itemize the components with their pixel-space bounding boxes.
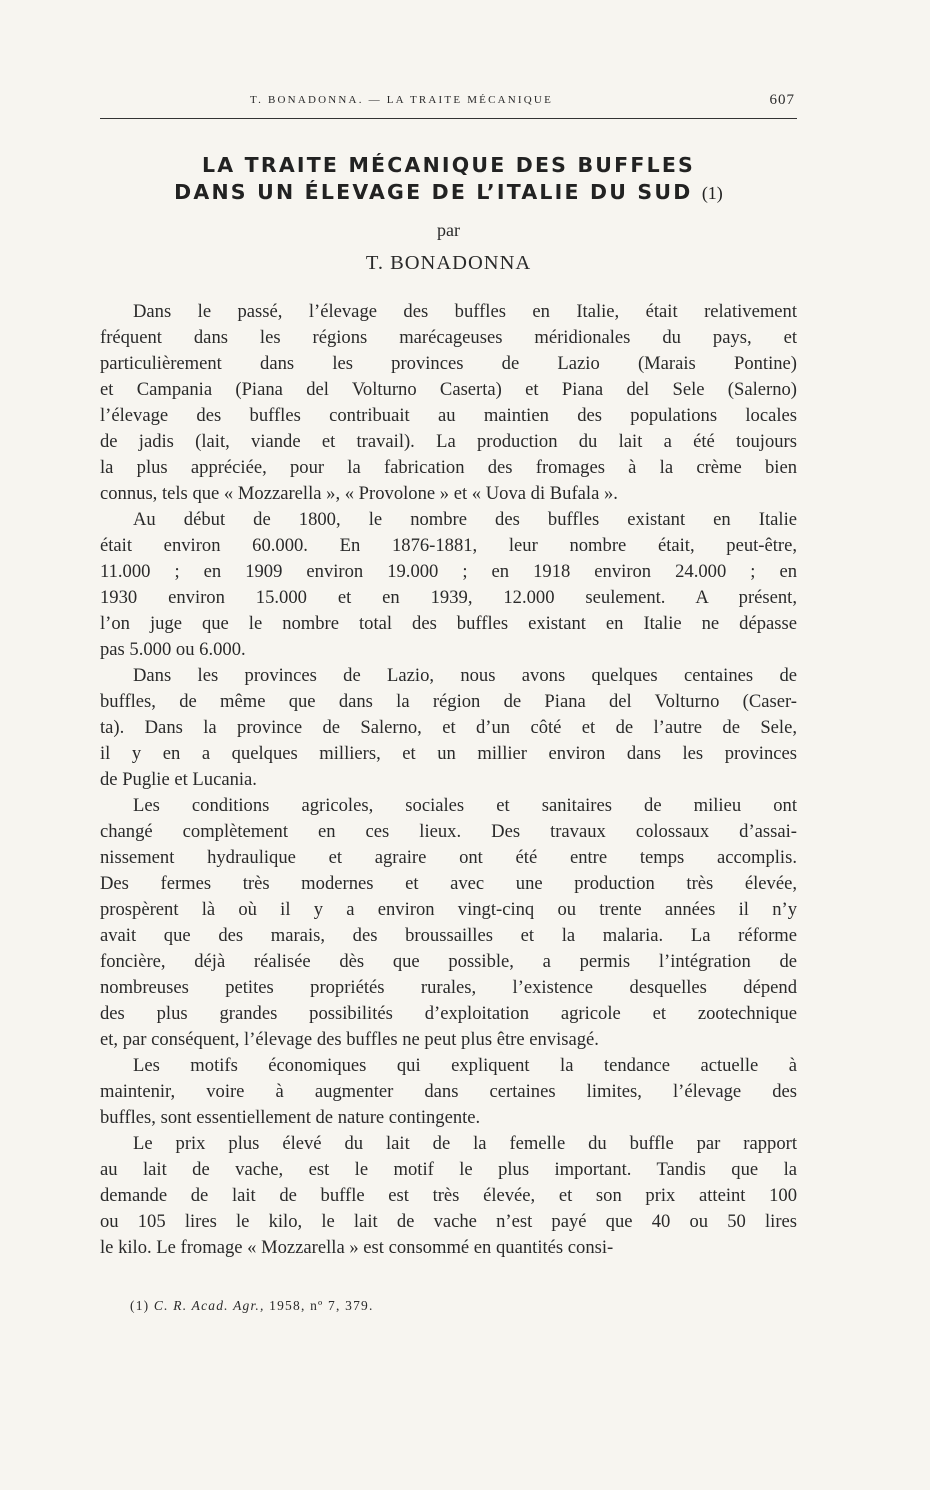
text-line: 1930 environ 15.000 et en 1939, 12.000 seulement. A présent,	[100, 587, 797, 608]
running-head-text: T. BONADONNA. — LA TRAITE MÉCANIQUE	[250, 94, 553, 106]
byline: par	[437, 220, 460, 240]
text-line: était environ 60.000. En 1876-1881, leur nombre était, peut-être,	[100, 535, 797, 556]
text-line: buffles, de même que dans la région de Piana del Volturno (Caser-	[100, 691, 797, 712]
title-line-1: LA TRAITE MÉCANIQUE DES BUFFLES	[202, 153, 695, 177]
text-line: Dans le passé, l’élevage des buffles en Italie, était relativement	[133, 301, 797, 322]
text-line: foncière, déjà réalisée dès que possible, a permis l’intégration de	[100, 951, 797, 972]
text-line: avait que des marais, des broussailles et la malaria. La réforme	[100, 925, 797, 946]
text-line: buffles, sont essentiellement de nature contingente.	[100, 1107, 481, 1128]
text-line: fréquent dans les régions marécageuses méridionales du pays, et	[100, 327, 797, 348]
text-line: nissement hydraulique et agraire ont été entre temps accomplis.	[100, 847, 797, 868]
text-line: au lait de vache, est le motif le plus important. Tandis que la	[100, 1159, 797, 1180]
text-line: de jadis (lait, viande et travail). La production du lait a été toujours	[100, 431, 797, 452]
text-line: ta). Dans la province de Salerno, et d’un côté et de l’autre de Sele,	[100, 717, 797, 738]
page-number: 607	[769, 92, 795, 108]
footnote-details: 1958, nº 7, 379.	[269, 1298, 374, 1313]
article-title	[100, 152, 797, 207]
text-line: Les motifs économiques qui expliquent la tendance actuelle à	[133, 1055, 797, 1076]
text-line: il y en a quelques milliers, et un millier environ dans les provinces	[100, 743, 797, 764]
text-line: de Puglie et Lucania.	[100, 769, 257, 790]
paragraph	[100, 663, 797, 793]
text-line: prospèrent là où il y a environ vingt-cinq ou trente années il n’y	[100, 899, 797, 920]
text-line: particulièrement dans les provinces de Lazio (Marais Pontine)	[100, 353, 797, 374]
paragraph	[100, 1053, 797, 1131]
text-line: le kilo. Le fromage « Mozzarella » est consommé en quantités consi-	[100, 1237, 614, 1258]
text-line: pas 5.000 ou 6.000.	[100, 639, 246, 660]
text-line: connus, tels que « Mozzarella », « Provolone » et « Uova di Bufala ».	[100, 483, 618, 504]
text-line: Au début de 1800, le nombre des buffles existant en Italie	[133, 509, 797, 530]
title-line-2	[100, 179, 797, 207]
footnote-mark: (1)	[130, 1298, 150, 1313]
article-body	[100, 299, 797, 1261]
footnote	[130, 1298, 374, 1314]
paragraph	[100, 793, 797, 1053]
title-line-2-text: DANS UN ÉLEVAGE DE L’ITALIE DU SUD	[174, 180, 693, 204]
footnote-source: C. R. Acad. Agr.,	[153, 1298, 265, 1313]
text-line: Des fermes très modernes et avec une production très élevée,	[100, 873, 797, 894]
text-line: changé complètement en ces lieux. Des travaux colossaux d’assai-	[100, 821, 797, 842]
text-line: 11.000 ; en 1909 environ 19.000 ; en 1918 environ 24.000 ; en	[100, 561, 797, 582]
text-line: maintenir, voire à augmenter dans certaines limites, l’élevage des	[100, 1081, 797, 1102]
running-head	[100, 92, 797, 119]
paragraph	[100, 299, 797, 507]
paragraph	[100, 1131, 797, 1261]
text-line: et, par conséquent, l’élevage des buffles ne peut plus être envisagé.	[100, 1029, 599, 1050]
text-line: demande de lait de buffle est très élevée, et son prix atteint 100	[100, 1185, 797, 1206]
text-line: la plus appréciée, pour la fabrication des fromages à la crème bien	[100, 457, 797, 478]
author-name: T. BONADONNA	[365, 252, 532, 274]
text-line: des plus grandes possibilités d’exploitation agricole et zootechnique	[100, 1003, 797, 1024]
text-line: Le prix plus élevé du lait de la femelle du buffle par rapport	[133, 1133, 797, 1154]
paragraph	[100, 507, 797, 663]
text-line: Dans les provinces de Lazio, nous avons quelques centaines de	[133, 665, 797, 686]
text-line: et Campania (Piana del Volturno Caserta) et Piana del Sele (Salerno)	[100, 379, 797, 400]
text-line: l’élevage des buffles contribuait au maintien des populations locales	[100, 405, 797, 426]
title-footnote-ref: (1)	[701, 183, 723, 203]
text-line: Les conditions agricoles, sociales et sanitaires de milieu ont	[133, 795, 797, 816]
text-line: nombreuses petites propriétés rurales, l’existence desquelles dépend	[100, 977, 797, 998]
text-line: l’on juge que le nombre total des buffles existant en Italie ne dépasse	[100, 613, 797, 634]
text-line: ou 105 lires le kilo, le lait de vache n’est payé que 40 ou 50 lires	[100, 1211, 797, 1232]
